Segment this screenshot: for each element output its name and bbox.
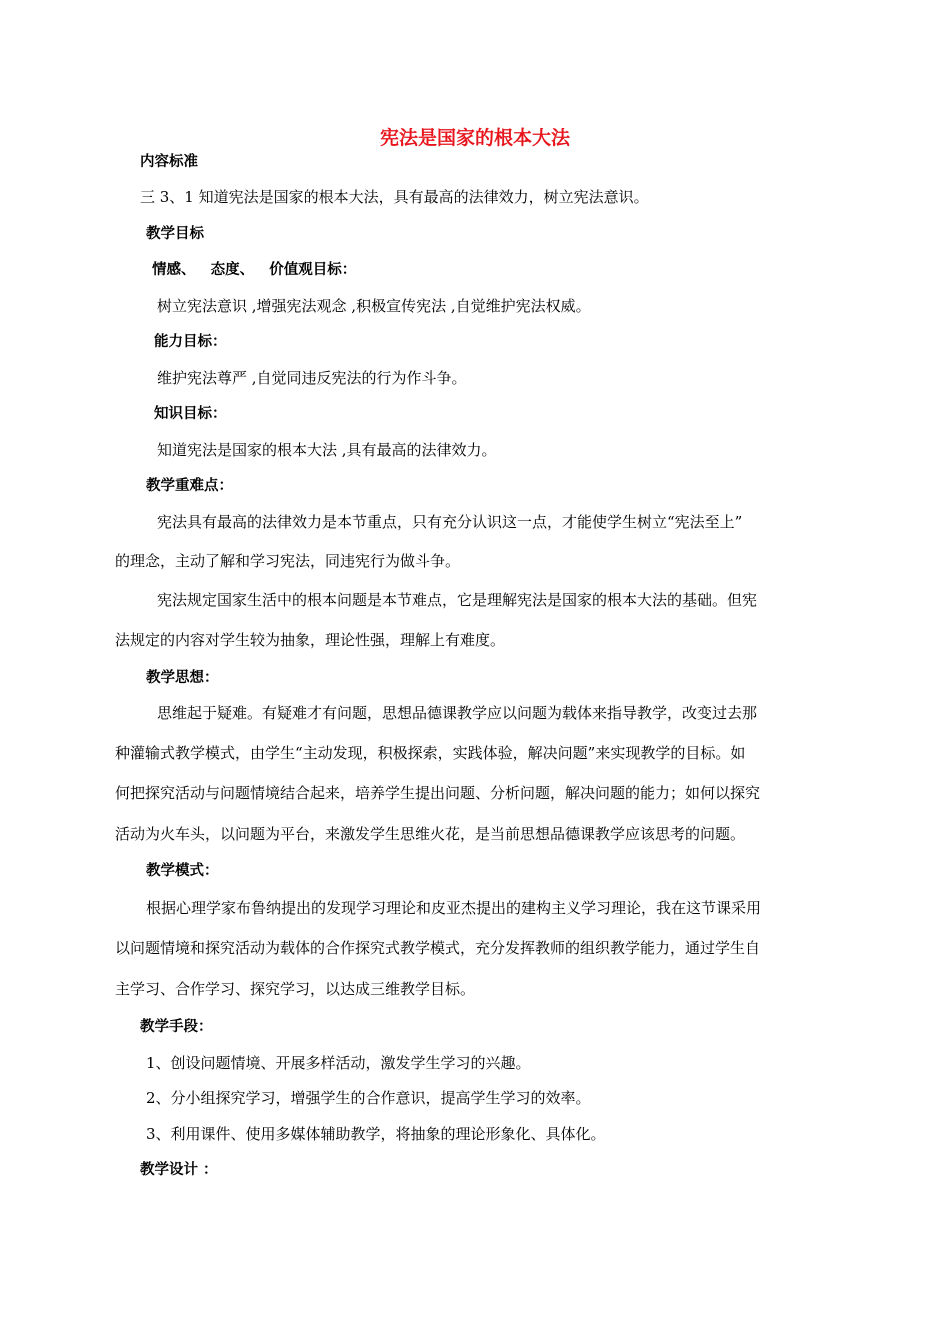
teaching-idea-line4: 活动为火车头，以问题为平台，来激发学生思维火花，是当前思想品德课教学应该思考的问题。 [115,825,746,843]
document-title: 宪法是国家的根本大法 [379,127,570,149]
teaching-idea-line3: 何把探究活动与问题情境结合起来，培养学生提出问题、分析问题，解决问题的能力；如何以探究 [115,784,761,802]
key-points-p1-line2: 的理念，主动了解和学习宪法，同违宪行为做斗争。 [115,552,461,570]
teaching-means-item-1: 1、创设问题情境、开展多样活动，激发学生学习的兴趣。 [146,1054,531,1072]
key-points-p2-line2: 法规定的内容对学生较为抽象，理论性强，理解上有难度。 [115,631,506,649]
key-points-p2-line1: 宪法规定国家生活中的根本问题是本节难点，它是理解宪法是国家的根本大法的基础。但宪 [157,591,758,609]
emotion-goal-heading: 情感、 态度、 价值观目标： [152,262,357,278]
teaching-idea-line2: 种灌输式教学模式，由学生“主动发现，积极探索，实践体验，解决问题”来实现教学的目标。如 [115,744,746,762]
emotion-goal-text: 树立宪法意识 ,增强宪法观念 ,积极宣传宪法 ,自觉维护宪法权威。 [157,297,591,315]
teaching-idea-line1: 思维起于疑难。有疑难才有问题，思想品德课教学应以问题为载体来指导教学，改变过去那 [157,704,758,722]
teaching-goals-heading: 教学目标 [146,226,204,242]
content-standard-text: 三 3、1 知道宪法是国家的根本大法，具有最高的法律效力，树立宪法意识。 [140,188,649,206]
knowledge-goal-heading: 知识目标： [154,406,227,422]
teaching-means-heading: 教学手段： [140,1019,213,1035]
teaching-idea-heading: 教学思想： [146,670,219,686]
teaching-means-item-2: 2、分小组探究学习，增强学生的合作意识，提高学生学习的效率。 [146,1089,591,1107]
ability-goal-heading: 能力目标： [154,334,227,350]
key-points-heading: 教学重难点： [146,478,233,494]
teaching-design-heading: 教学设计 ： [140,1162,218,1178]
content-standard-heading: 内容标准 [140,154,198,170]
teaching-mode-line1: 根据心理学家布鲁纳提出的发现学习理论和皮亚杰提出的建构主义学习理论，我在这节课采用 [146,899,762,917]
teaching-mode-line3: 主学习、合作学习、探究学习，以达成三维教学目标。 [115,980,476,998]
teaching-mode-line2: 以问题情境和探究活动为载体的合作探究式教学模式，充分发挥教师的组织教学能力，通过学生自 [115,939,761,957]
ability-goal-text: 维护宪法尊严 ,自觉同违反宪法的行为作斗争。 [157,369,467,387]
teaching-mode-heading: 教学模式： [146,863,219,879]
key-points-p1-line1: 宪法具有最高的法律效力是本节重点，只有充分认识这一点，才能使学生树立“宪法至上” [157,513,743,531]
knowledge-goal-text: 知道宪法是国家的根本大法 ,具有最高的法律效力。 [157,441,497,459]
teaching-means-item-3: 3、利用课件、使用多媒体辅助教学，将抽象的理论形象化、具体化。 [146,1125,606,1143]
